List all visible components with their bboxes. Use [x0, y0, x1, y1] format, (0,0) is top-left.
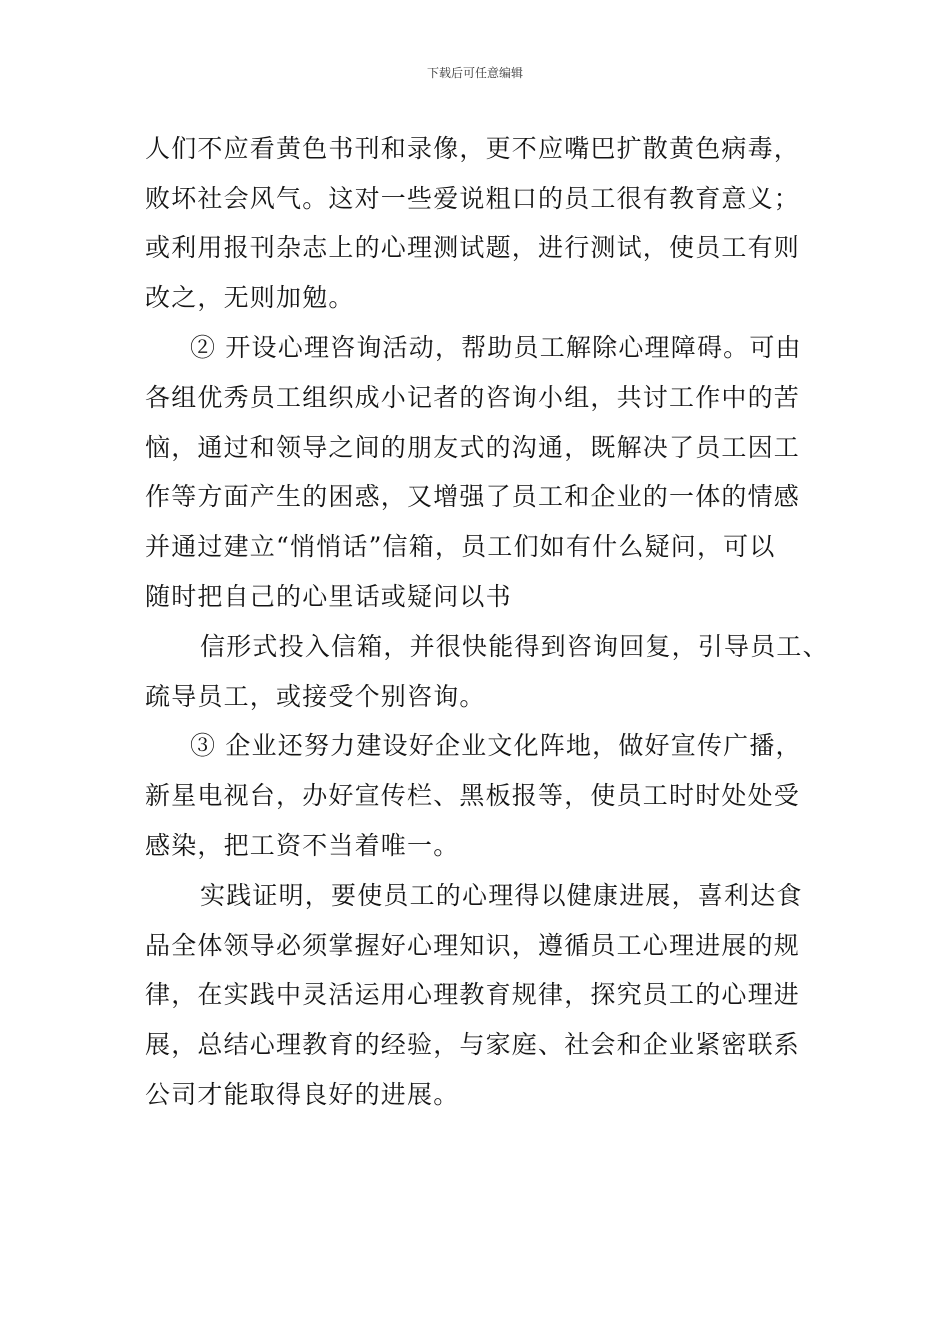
text-line: ③ 企业还努力建设好企业文化阵地，做好宣传广播， — [190, 731, 802, 760]
text-line: 改之，无则加勉。 — [145, 283, 355, 312]
text-line: 展，总结心理教育的经验，与家庭、社会和企业紧密联系 — [145, 1030, 801, 1059]
text-line: 并通过建立“悄悄话”信箱，员工们如有什么疑问，可以 — [145, 532, 776, 561]
text-line: 实践证明，要使员工的心理得以健康进展，喜利达食 — [200, 881, 803, 910]
text-line: 随时把自己的心里话或疑问以书 — [145, 582, 512, 611]
text-line: 人们不应看黄色书刊和录像，更不应嘴巴扩散黄色病毒， — [145, 134, 801, 163]
text-line: 败坏社会风气。这对一些爱说粗口的员工很有教育意义； — [145, 184, 801, 213]
text-line: 公司才能取得良好的进展。 — [145, 1080, 460, 1109]
text-line: 感染，把工资不当着唯一。 — [145, 831, 460, 860]
text-line: 各组优秀员工组织成小记者的咨询小组，共讨工作中的苦 — [145, 383, 801, 412]
text-line: 品全体领导必须掌握好心理知识，遵循员工心理进展的规 — [145, 931, 801, 960]
text-line: 或利用报刊杂志上的心理测试题，进行测试，使员工有则 — [145, 233, 801, 262]
page-header: 下载后可任意编辑 — [426, 66, 523, 80]
text-line: 信形式投入信箱，并很快能得到咨询回复，引导员工、 — [200, 632, 829, 661]
text-line: ② 开设心理咨询活动，帮助员工解除心理障碍。可由 — [190, 333, 802, 362]
text-line: 新星电视台，办好宣传栏、黑板报等，使员工时时处处受 — [145, 781, 801, 810]
text-line: 恼，通过和领导之间的朋友式的沟通，既解决了员工因工 — [145, 433, 801, 462]
text-line: 作等方面产生的困惑，又增强了员工和企业的一体的情感 — [145, 482, 801, 511]
text-line: 律，在实践中灵活运用心理教育规律，探究员工的心理进 — [145, 980, 801, 1009]
text-line: 疏导员工，或接受个别咨询。 — [145, 682, 486, 711]
